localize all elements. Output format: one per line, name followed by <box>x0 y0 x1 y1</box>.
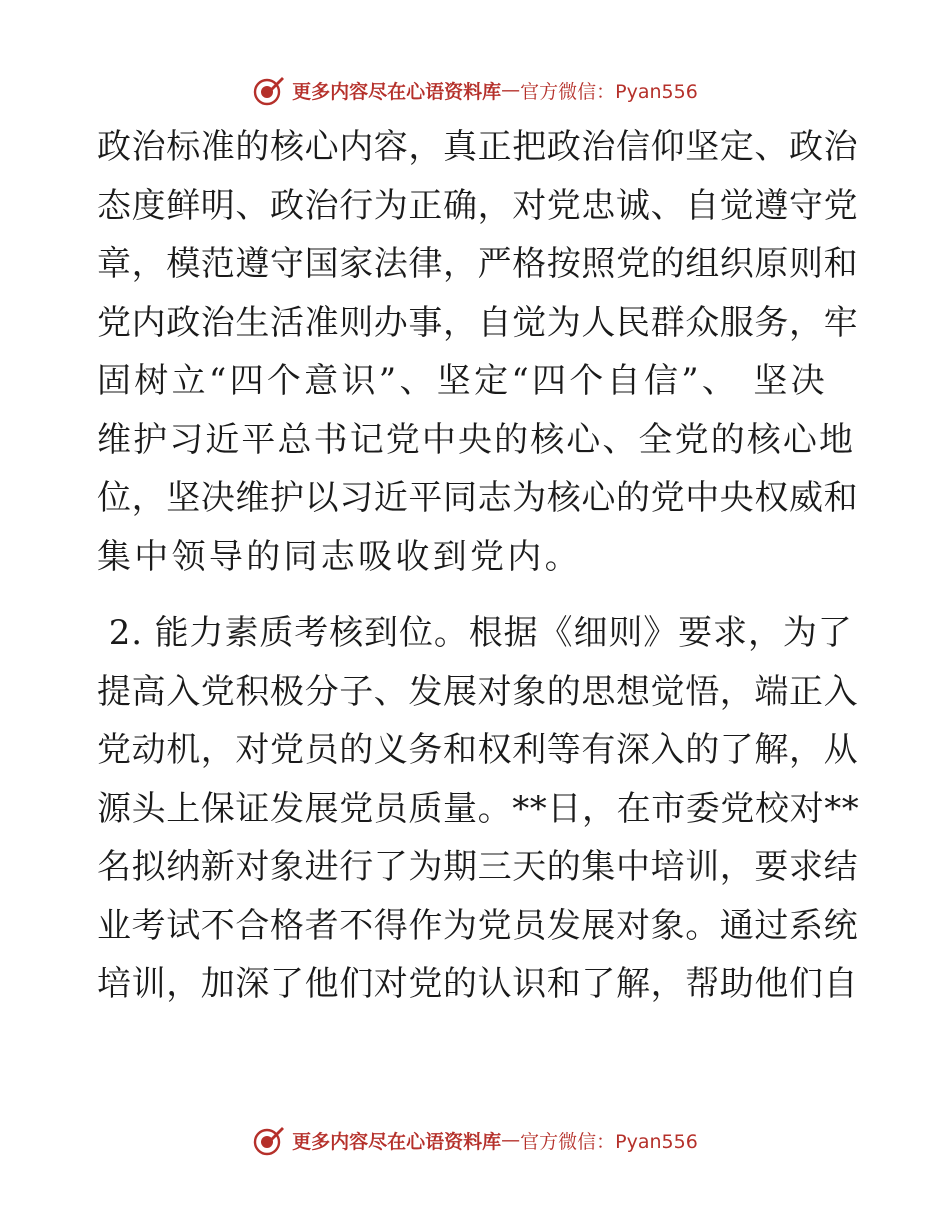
banner-separator: — <box>501 1129 521 1151</box>
pen-circle-logo-icon <box>252 73 286 107</box>
pen-circle-logo-icon <box>252 1123 286 1157</box>
text-line: 培训，加深了他们对党的认识和了解，帮助他们自 <box>97 964 859 1004</box>
header-banner <box>0 70 950 110</box>
text-line: 提高入党积极分子、发展对象的思想觉悟，端正入 <box>97 671 859 712</box>
text-line: 2. 能力素质考核到位。根据《细则》要求，为了 <box>97 613 853 653</box>
document-body <box>97 118 860 1014</box>
text-line: 政治标准的核心内容，真正把政治信仰坚定、政治 <box>97 127 859 167</box>
banner-main-text: 更多内容尽在心语资料库 <box>292 80 502 103</box>
banner-separator: — <box>501 79 521 101</box>
text-line: 位，坚决维护以习近平同志为核心的党中央权威和 <box>97 478 859 518</box>
text-line: 章，模范遵守国家法律，严格按照党的组织原则和 <box>97 244 859 284</box>
paragraph-spacer <box>97 586 857 604</box>
text-line: 固树立“四个意识”、坚定“四个自信”、 坚决 <box>97 361 828 401</box>
paragraph-2 <box>97 604 860 1014</box>
text-line: 业考试不合格者不得作为党员发展对象。通过系统 <box>97 905 859 946</box>
banner-wechat-text: 官方微信：Pyan556 <box>520 1130 698 1153</box>
banner-wechat-text: 官方微信：Pyan556 <box>520 80 698 103</box>
footer-banner <box>0 1120 950 1160</box>
text-line: 集中领导的同志吸收到党内。 <box>97 536 582 577</box>
text-line: 源头上保证发展党员质量。**日，在市委党校对** <box>97 788 860 829</box>
text-line: 态度鲜明、政治行为正确，对党忠诚、自觉遵守党 <box>97 185 859 226</box>
text-line: 党内政治生活准则办事，自觉为人民群众服务，牢 <box>97 302 859 343</box>
paragraph-1 <box>97 118 857 586</box>
text-line: 名拟纳新对象进行了为期三天的集中培训，要求结 <box>97 847 859 887</box>
text-line: 维护习近平总书记党中央的核心、全党的核心地 <box>97 419 856 460</box>
banner-main-text: 更多内容尽在心语资料库 <box>292 1130 502 1153</box>
text-line: 党动机，对党员的义务和权利等有深入的了解，从 <box>97 730 859 770</box>
